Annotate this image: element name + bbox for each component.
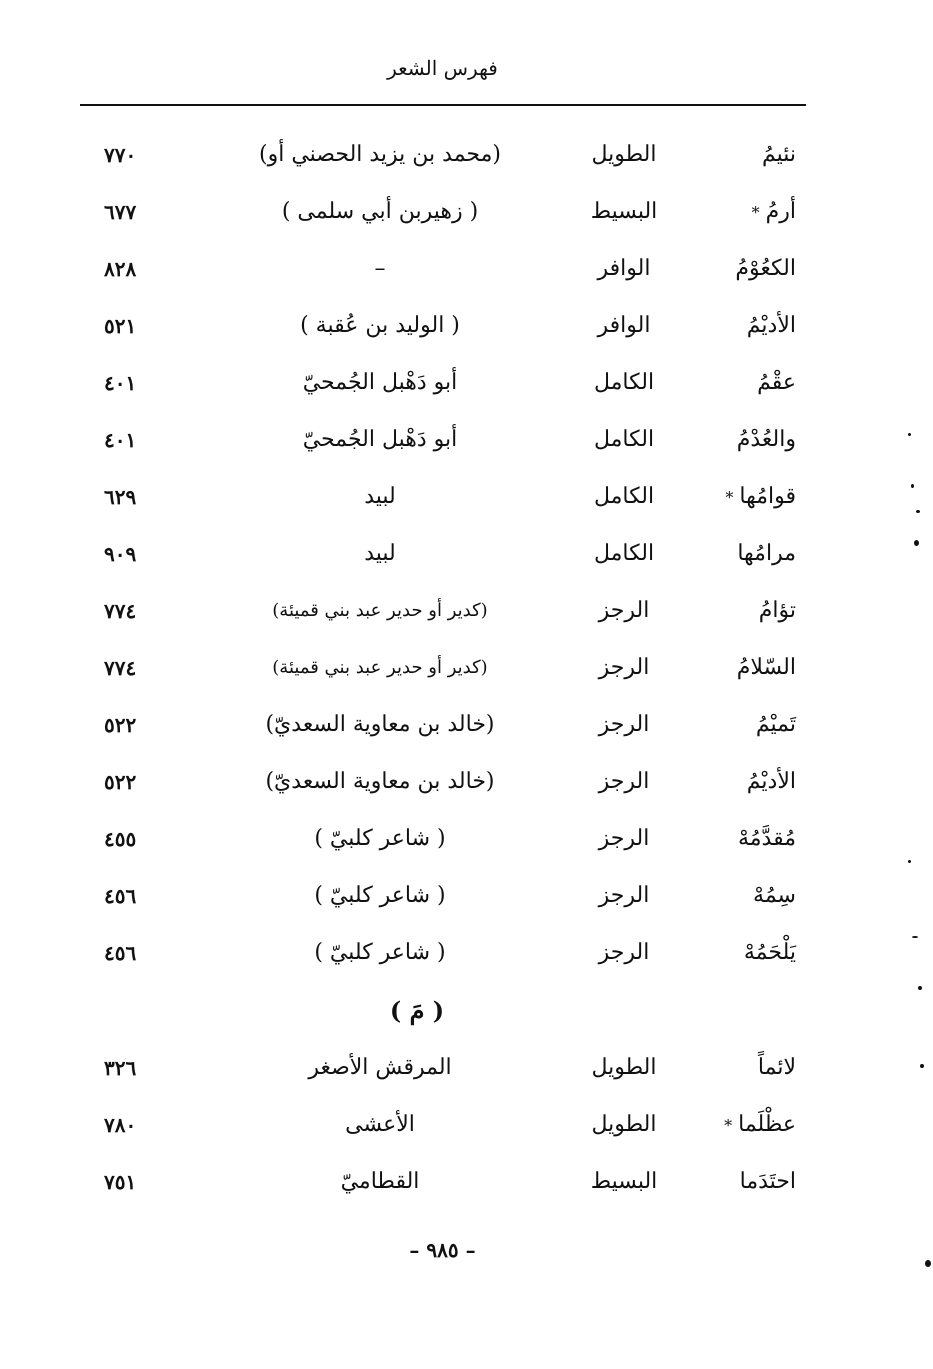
section-letter: ( مَ ) xyxy=(389,995,445,1025)
poet-cell: (كدير أو حدير عبد بني قميئة) xyxy=(272,600,488,621)
poet-cell: (خالد بن معاوية السعديّ) xyxy=(265,712,495,737)
index-row xyxy=(80,810,806,867)
page-number-cell: ٧٧٤ xyxy=(104,598,137,623)
rhyme-cell xyxy=(698,199,806,224)
page-number-cell: ٤٠١ xyxy=(104,427,137,452)
star-marker: * xyxy=(751,203,760,222)
poet-cell: – xyxy=(374,256,386,281)
index-row xyxy=(80,867,806,924)
running-header xyxy=(80,56,805,80)
rhyme-cell xyxy=(698,826,806,851)
rhyme-cell xyxy=(698,313,806,338)
rhyme-cell xyxy=(698,142,806,167)
rhyme-word: عظْلَما xyxy=(738,1112,796,1137)
page-number-cell: ٤٠١ xyxy=(104,370,137,395)
poet-cell: لبيد xyxy=(364,484,396,509)
poet-cell: ( زهيربن أبي سلمى ) xyxy=(281,199,479,224)
meter-cell: الرجز xyxy=(598,883,650,908)
rhyme-word: والعُدْمُ xyxy=(736,427,796,452)
scan-speck xyxy=(912,936,918,938)
poet-cell: (خالد بن معاوية السعديّ) xyxy=(265,769,495,794)
poet-cell: ( شاعر كلبيّ ) xyxy=(314,826,446,851)
rhyme-word: السّلامُ xyxy=(736,655,796,680)
poet-cell: أبو دَهْبل الجُمحيّ xyxy=(302,370,458,395)
rhyme-word: الأديْمُ xyxy=(746,313,796,338)
poet-cell: ( الوليد بن عُقبة ) xyxy=(300,313,460,338)
scan-speck xyxy=(908,860,911,863)
meter-cell: الوافر xyxy=(597,313,651,338)
rhyme-word: أرمُ xyxy=(765,199,796,224)
meter-cell: الكامل xyxy=(593,370,655,395)
poet-cell: لبيد xyxy=(364,541,396,566)
index-row xyxy=(80,639,806,696)
index-row xyxy=(80,411,806,468)
rhyme-cell xyxy=(698,541,806,566)
header-title: فهرس الشعر xyxy=(387,56,498,80)
index-row xyxy=(80,183,806,240)
page-number-cell: ٥٢٢ xyxy=(104,712,137,737)
rhyme-word: تؤامُ xyxy=(758,598,796,623)
rhyme-word: احتَدَما xyxy=(739,1169,796,1194)
rhyme-word: تَميْمُ xyxy=(755,712,796,737)
meter-cell: البسيط xyxy=(590,199,658,224)
scan-speck xyxy=(914,540,919,546)
meter-cell: البسيط xyxy=(590,1169,658,1194)
scan-speck xyxy=(916,510,920,513)
rhyme-cell xyxy=(698,712,806,737)
meter-cell: الكامل xyxy=(593,541,655,566)
meter-cell: الكامل xyxy=(593,427,655,452)
index-row xyxy=(80,696,806,753)
rhyme-cell xyxy=(698,1055,806,1080)
meter-cell: الكامل xyxy=(593,484,655,509)
rhyme-cell xyxy=(698,484,806,509)
page-number-cell: ٥٢١ xyxy=(104,313,137,338)
meter-cell: الطويل xyxy=(591,142,657,167)
rhyme-word: الكعُوْمُ xyxy=(735,256,796,281)
meter-cell: الرجز xyxy=(598,655,650,680)
rhyme-cell xyxy=(698,1169,806,1194)
index-row xyxy=(80,1153,806,1210)
rhyme-word: لائماً xyxy=(757,1055,796,1080)
index-row xyxy=(80,468,806,525)
page-footer xyxy=(80,1238,805,1262)
rhyme-cell xyxy=(698,598,806,623)
page-number-cell: ٥٢٢ xyxy=(104,769,137,794)
rhyme-word: نئيمُ xyxy=(761,142,796,167)
index-row xyxy=(80,240,806,297)
rhyme-cell xyxy=(698,256,806,281)
page-number-cell: ٤٥٦ xyxy=(104,940,137,965)
page-number-cell: ٩٠٩ xyxy=(104,541,137,566)
index-row xyxy=(80,753,806,810)
index-row xyxy=(80,297,806,354)
rhyme-word: قوامُها xyxy=(739,484,796,509)
scan-speck xyxy=(925,1260,931,1267)
page-number-cell: ٨٢٨ xyxy=(104,256,137,281)
rhyme-cell xyxy=(698,427,806,452)
page-number-cell: ٤٥٥ xyxy=(104,826,137,851)
rhyme-cell xyxy=(698,883,806,908)
rhyme-cell xyxy=(698,655,806,680)
poet-cell: (كدير أو حدير عبد بني قميئة) xyxy=(272,657,488,678)
meter-cell: الرجز xyxy=(598,769,650,794)
footer-page-number: – ٩٨٥ – xyxy=(409,1238,476,1262)
rhyme-cell xyxy=(698,940,806,965)
poet-cell: ( شاعر كلبيّ ) xyxy=(314,883,446,908)
index-row xyxy=(80,126,806,183)
page-number-cell: ٧٧٠ xyxy=(104,142,137,167)
rhyme-cell xyxy=(698,370,806,395)
poet-cell: (محمد بن يزيد الحصني أو) xyxy=(259,142,501,167)
poetry-index-table xyxy=(80,126,806,1210)
poet-cell: المرقش الأصغر xyxy=(308,1055,452,1080)
page-number-cell: ٦٧٧ xyxy=(104,199,137,224)
section-heading xyxy=(80,981,806,1039)
rhyme-word: الأديْمُ xyxy=(746,769,796,794)
page-number-cell: ٧٧٤ xyxy=(104,655,137,680)
page-number-cell: ٤٥٦ xyxy=(104,883,137,908)
meter-cell: الطويل xyxy=(591,1055,657,1080)
rhyme-cell xyxy=(698,1112,806,1137)
index-row xyxy=(80,1096,806,1153)
poet-cell: أبو دَهْبل الجُمحيّ xyxy=(302,427,458,452)
meter-cell: الرجز xyxy=(598,826,650,851)
index-row xyxy=(80,525,806,582)
rhyme-cell xyxy=(698,769,806,794)
scan-speck xyxy=(911,484,914,488)
header-rule xyxy=(80,104,806,106)
poet-cell: القطاميّ xyxy=(340,1169,420,1194)
poet-cell: ( شاعر كلبيّ ) xyxy=(314,940,446,965)
meter-cell: الطويل xyxy=(591,1112,657,1137)
scan-speck xyxy=(908,433,911,436)
rhyme-word: مُقدَّمُهْ xyxy=(737,826,796,851)
scan-speck xyxy=(918,986,922,990)
rhyme-word: مرامُها xyxy=(737,541,796,566)
poet-cell: الأعشى xyxy=(345,1112,415,1137)
rhyme-word: يَلْحَمُهْ xyxy=(743,940,796,965)
rhyme-word: عقْمُ xyxy=(757,370,796,395)
page-number-cell: ٣٢٦ xyxy=(104,1055,137,1080)
star-marker: * xyxy=(724,1116,733,1135)
star-marker: * xyxy=(725,488,734,507)
meter-cell: الرجز xyxy=(598,712,650,737)
meter-cell: الرجز xyxy=(598,940,650,965)
scan-speck xyxy=(920,1064,924,1068)
index-row xyxy=(80,354,806,411)
index-row xyxy=(80,1039,806,1096)
meter-cell: الرجز xyxy=(598,598,650,623)
page-number-cell: ٦٢٩ xyxy=(104,484,137,509)
index-row xyxy=(80,924,806,981)
index-row xyxy=(80,582,806,639)
page-number-cell: ٧٨٠ xyxy=(104,1112,137,1137)
rhyme-word: سِمُهْ xyxy=(753,883,796,908)
page-number-cell: ٧٥١ xyxy=(104,1169,137,1194)
meter-cell: الوافر xyxy=(597,256,651,281)
